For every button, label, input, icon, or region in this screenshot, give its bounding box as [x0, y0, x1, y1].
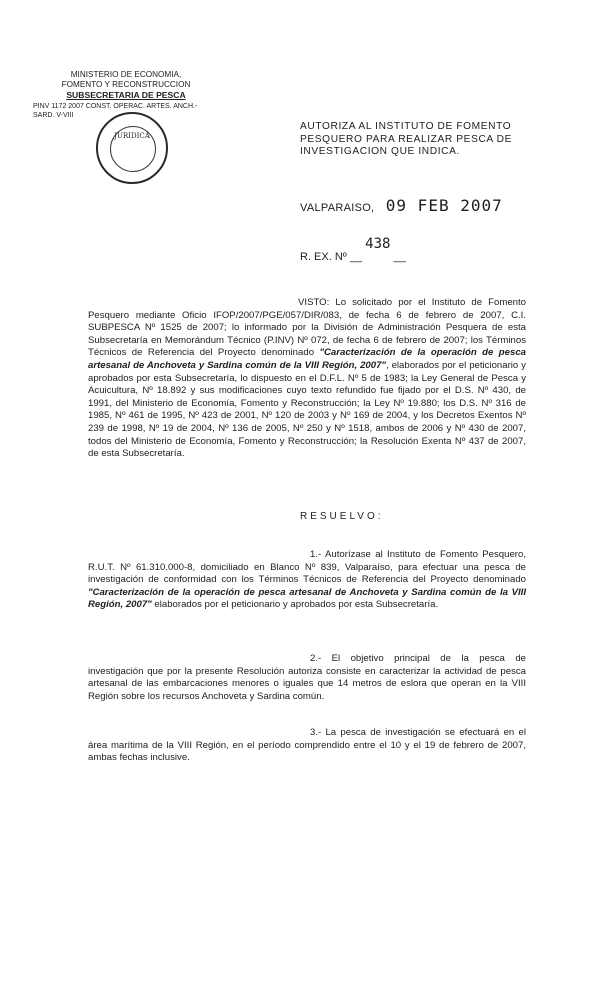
- item-1-text-a: Pesquero, R.U.T. Nº 61.310.000-8, domiciliado en Blanco Nº 839, Valparaíso, para efectuar una pesca de investigación de conformidad con los Términos Técnicos de Referencia del Proyecto denominado: [88, 549, 526, 586]
- visto-lead: VISTO:: [298, 297, 330, 308]
- resolution-number-line: R. EX. Nº __ 438 __: [300, 236, 406, 263]
- item-3-paragraph: [88, 727, 526, 765]
- visto-project-name: "Caracterización de la operación de pesca artesanal de Anchoveta y Sardina común de la VIII Región, 2007": [88, 347, 526, 371]
- ministry-line-1: MINISTERIO DE ECONOMIA,: [70, 70, 182, 79]
- item-2-lead: 2.- El objetivo principal de la pesca de: [310, 653, 526, 664]
- ministry-header: [40, 70, 212, 101]
- item-3-text: el área marítima de la VIII Región, en el período comprendido entre el 10 y el 19 de febrero de 2007, ambas fechas inclusive.: [88, 727, 526, 764]
- ministry-line-2: FOMENTO Y RECONSTRUCCION: [61, 80, 191, 90]
- city-label: VALPARAISO,: [300, 202, 375, 214]
- item-1-lead: 1.- Autorízase al Instituto de Fomento: [310, 549, 478, 560]
- resuelvo-heading: RESUELVO:: [300, 511, 384, 522]
- date-stamp: 09 FEB 2007: [385, 196, 503, 215]
- subsecretaria-name: SUBSECRETARIA DE PESCA: [66, 90, 186, 101]
- item-2-paragraph: [88, 653, 526, 703]
- item-3-lead: 3.- La pesca de investigación se efectuará en: [310, 727, 515, 738]
- resolution-title: AUTORIZA AL INSTITUTO DE FOMENTO PESQUERO PARA REALIZAR PESCA DE INVESTIGACION QUE INDICA.: [300, 121, 513, 158]
- resolution-label: R. EX. Nº: [300, 251, 347, 263]
- reference-codes: PINV 1172 2007 CONST. OPERAC. ARTES. ANCH.-SARD. V-VIII: [33, 103, 198, 119]
- visto-paragraph: [88, 297, 526, 461]
- visto-text-b: , elaborados por el peticionario y aprobados por esta Subsecretaría, lo dispuesto en el D.F.L. Nº 5 de 1983; la Ley General de Pesca y Acuicultura, Nº 18.892 y sus modificaciones cuyo texto refundido fue fijado por el D.S. Nº 430, de 1991, del Ministerio de Economía, Fomento y Reconstrucción; la Ley Nº 19.880; los D.S. Nº 316 de 1985, Nº 461 de 1995, Nº 423 de 2001, Nº 120 de 2003 y Nº 169 de 2004, y los Decretos Exentos Nº 239 de 1998, Nº 19 de 2004, Nº 136 de 2005, Nº 250 y Nº 1518, ambos de 2006 y Nº 430 de 2007, todos del Ministerio de Economía, Fomento y Reconstrucción; la Resolución Exenta Nº 437 de 2007, de esta Subsecretaría.: [88, 359, 526, 460]
- item-1-text-b: elaborados por el peticionario y aprobados por esta Subsecretaría.: [151, 599, 439, 611]
- item-2-text: investigación que por la presente Resolución autoriza consiste en caracterizar la actividad de pesca artesanal de las embarcaciones menores o iguales que 14 metros de eslora que operan en la VIII Región sobre los recursos Anchoveta y Sardina común.: [88, 665, 526, 702]
- item-1-paragraph: [88, 549, 526, 612]
- visto-text-a: Lo solicitado por el Instituto de Fomento Pesquero mediante Oficio IFOP/2007/PGE/057/DIR/083, de fecha 6 de febrero de 2007, C.I. SUBPESCA Nº 1525 de 2007; lo informado por la División de Administración Pesquera de esta Subsecretaría en Memorándum Técnico (P.INV) Nº 072, de fecha 6 de febrero de 2007; los Términos Técnicos de Referencia del Proyecto denominado: [88, 297, 526, 359]
- resolution-number: 438: [365, 236, 391, 252]
- item-1-project-name: "Caracterización de la operación de pesca artesanal de Anchoveta y Sardina común de la VIII Región, 2007": [88, 586, 526, 611]
- department-stamp: [96, 112, 168, 184]
- stamp-text: JURIDICA: [114, 132, 150, 140]
- date-line: [300, 196, 503, 215]
